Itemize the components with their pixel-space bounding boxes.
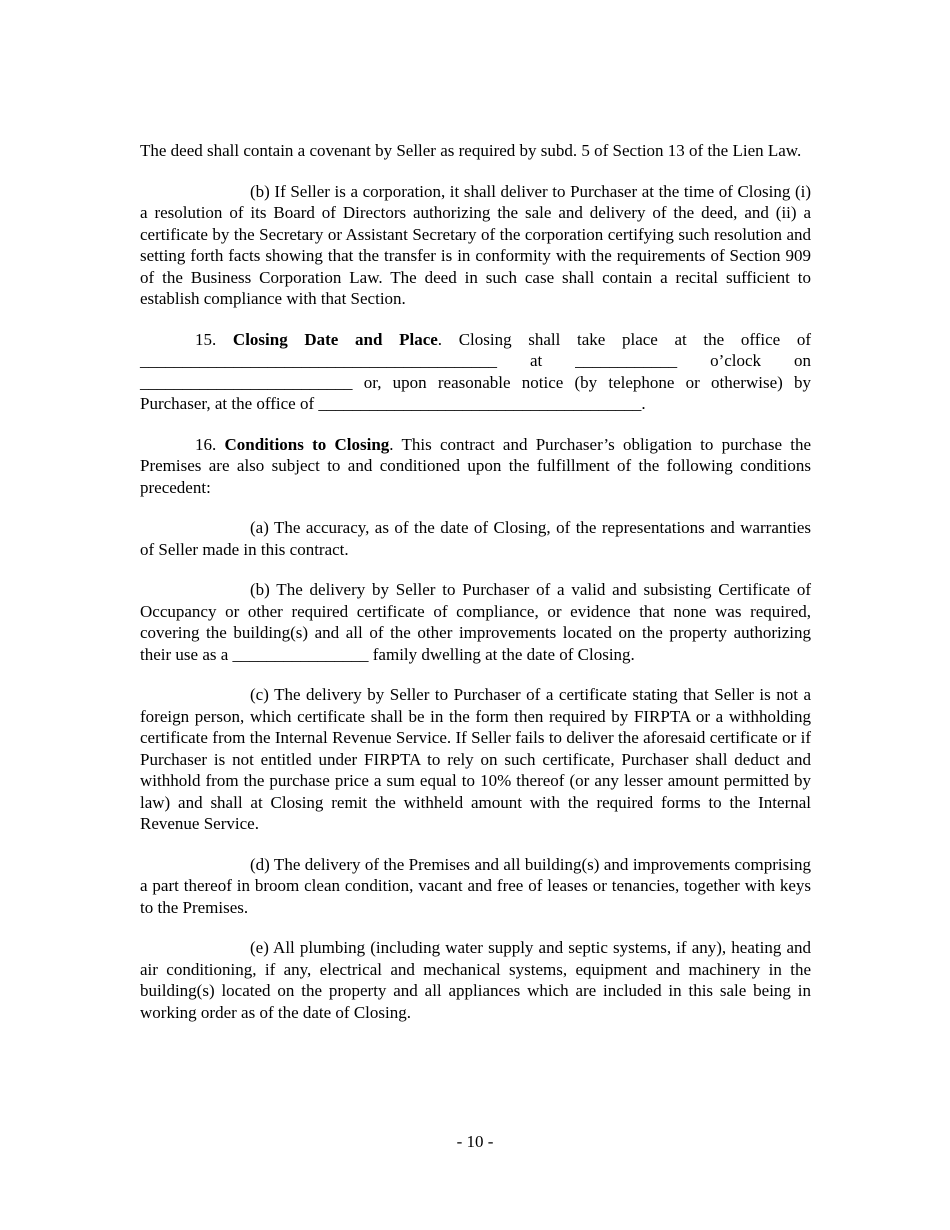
section-16-number: 16. [195,434,217,454]
document-body [140,140,811,1042]
section-15-line-2: __________________________________________ at ____________ o’clock on [140,351,811,370]
section-15-number: 15. [195,329,217,349]
deed-covenant-paragraph: The deed shall contain a covenant by Seller as required by subd. 5 of Section 13 of the Lien Law. [140,141,802,160]
section-16-heading: Conditions to Closing [224,434,390,454]
section-15-line-4: Purchaser, at the office of ______________________________________. [140,394,646,413]
corporation-seller-paragraph: (b) If Seller is a corporation, it shall deliver to Purchaser at the time of Closing (i) a resolution of its Board of Directors authorizing the sale and delivery of the deed, and (ii) a certificate by the Secretary or Assistant Secretary of the corporation certifying such resolution and setting forth facts showing that the transfer is in conformity with the requirements of Section 909 of the Business Corporation Law. The deed in such case shall contain a recital sufficient to establish compliance with that Section. [140,181,811,308]
condition-c-paragraph: (c) The delivery by Seller to Purchaser of a certificate stating that Seller is not a foreign person, which certificate shall be in the form then required by FIRPTA or a withholding certificate from the Internal Revenue Service. If Seller fails to deliver the aforesaid certificate or if Purchaser is not entitled under FIRPTA to rely on such certificate, Purchaser shall deduct and withhold from the purchase price a sum equal to 10% thereof (or any lesser amount permitted by law) and shall at Closing remit the withheld amount with the required forms to the Internal Revenue Service. [140,685,811,833]
condition-b-paragraph: (b) The delivery by Seller to Purchaser of a valid and subsisting Certificate of Occupancy or other required certificate of compliance, or evidence that none was required, covering the building(s) and all of the other improvements located on the property authorizing their use as a ________________ family dwelling at the date of Closing. [140,580,811,664]
section-15-line-3: _________________________ or, upon reasonable notice (by telephone or otherwise) by [140,372,811,392]
section-16-tail: . This contract and Purchaser’s obligation to purchase the Premises are also subject to and conditioned upon the fulfillment of the following conditions precedent: [140,434,812,497]
condition-d-paragraph: (d) The delivery of the Premises and all building(s) and improvements comprising a part thereof in broom clean condition, vacant and free of leases or tenancies, together with keys to the Premises. [140,854,811,917]
section-15-closing-date-and-place [140,329,811,415]
section-15-line-1 [140,329,811,351]
section-16-conditions-to-closing [140,434,811,499]
condition-a-paragraph: (a) The accuracy, as of the date of Closing, of the representations and warranties of Seller made in this contract. [140,518,811,559]
condition-e-paragraph: (e) All plumbing (including water supply and septic systems, if any), heating and air conditioning, if any, electrical and mechanical systems, equipment and machinery in the building(s) located on the property and all appliances which are included in this sale being in working order as of the date of Closing. [140,938,811,1022]
section-15-line-1-tail: . Closing shall take place at the office of [437,329,812,349]
page-number: - 10 - [456,1132,494,1151]
section-15-heading: Closing Date and Place [232,329,438,349]
